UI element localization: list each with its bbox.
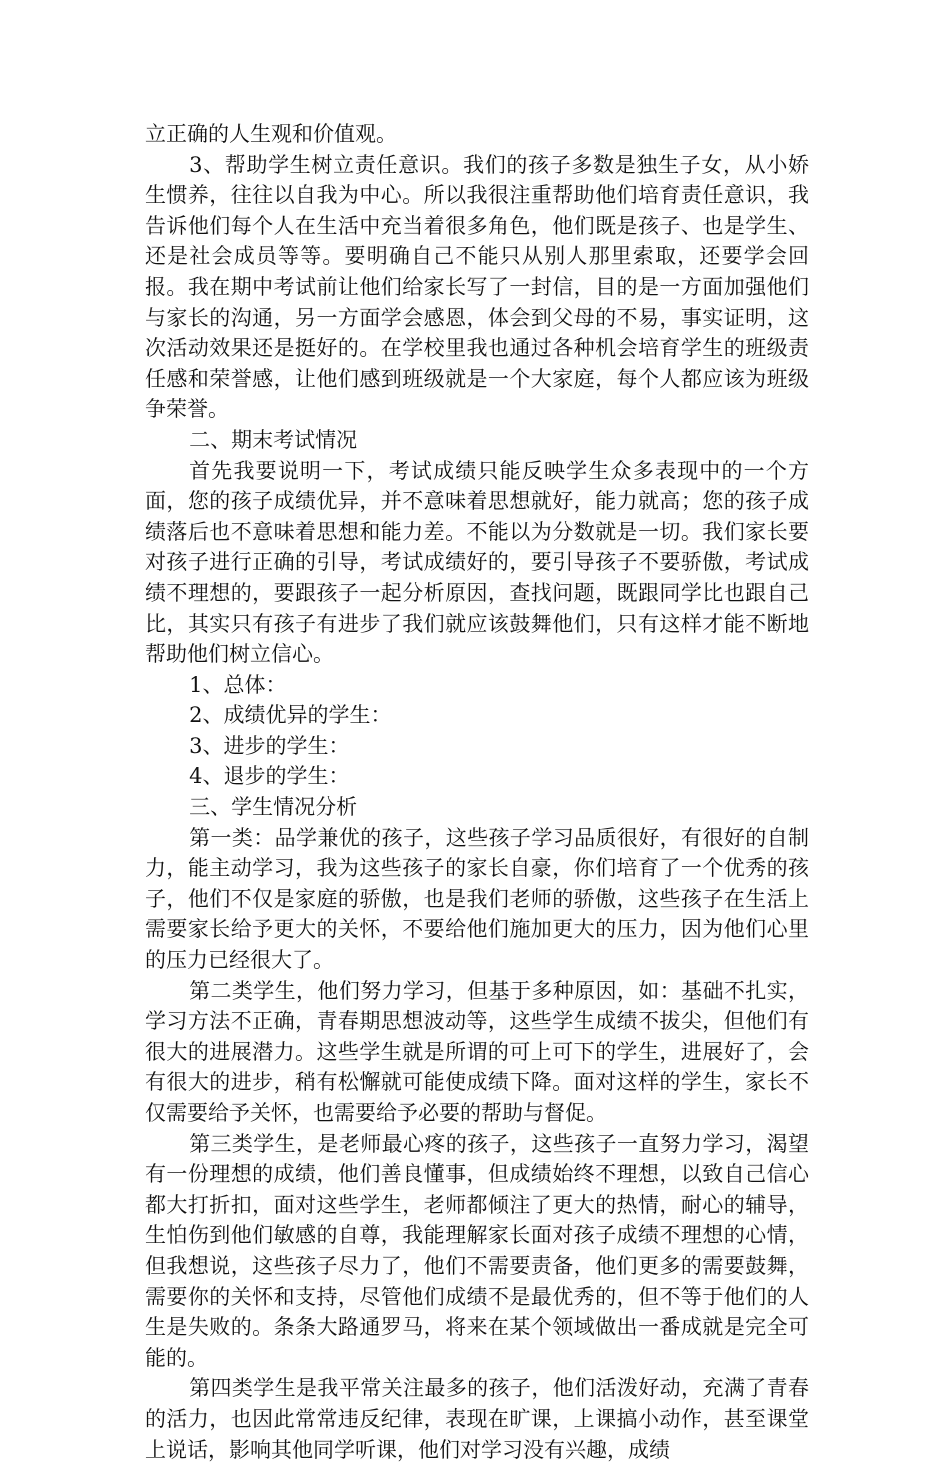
paragraph: 首先我要说明一下，考试成绩只能反映学生众多表现中的一个方面，您的孩子成绩优异，并不意味着思想就好，能力就高；您的孩子成绩落后也不意味着思想和能力差。不能以为分数就是一切。我们家长要对孩子进行正确的引导，考试成绩好的，要引导孩子不要骄傲，考试成绩不理想的，要跟孩子一起分析原因，查找问题，既跟同学比也跟自己比，其实只有孩子有进步了我们就应该鼓舞他们，只有这样才能不断地帮助他们树立信心。 <box>145 458 809 667</box>
list-item: 4、退步的学生： <box>189 764 350 789</box>
list-item: 1、总体： <box>189 672 287 697</box>
section-heading: 三、学生情况分析 <box>189 795 358 820</box>
paragraph: 第一类：品学兼优的孩子，这些孩子学习品质很好，有很好的自制力，能主动学习，我为这些孩子的家长自豪，你们培育了一个优秀的孩子，他们不仅是家庭的骄傲，也是我们老师的骄傲，这些孩子在生活上需要家长给予更大的关怀，不要给他们施加更大的压力，因为他们心里的压力已经很大了。 <box>145 825 809 973</box>
paragraph: 第二类学生，他们努力学习，但基于多种原因，如：基础不扎实，学习方法不正确，青春期思想波动等，这些学生成绩不拔尖，但他们有很大的进展潜力。这些学生就是所谓的可上可下的学生，进展好了，会有很大的进步，稍有松懈就可能使成绩下降。面对这样的学生，家长不仅需要给予关怀，也需要给予必要的帮助与督促。 <box>145 978 809 1125</box>
document-body <box>145 119 809 1465</box>
paragraph: 第四类学生是我平常关注最多的孩子，他们活泼好动，充满了青春的活力，也因此常常违反纪律，表现在旷课，上课搞小动作，甚至课堂上说话，影响其他同学听课，他们对学习没有兴趣，成绩 <box>145 1376 809 1462</box>
list-item: 2、成绩优异的学生： <box>189 703 392 728</box>
paragraph: 第三类学生，是老师最心疼的孩子，这些孩子一直努力学习，渴望有一份理想的成绩，他们善良懂事，但成绩始终不理想，以致自己信心都大打折扣，面对这些学生，老师都倾注了更大的热情，耐心的辅导，生怕伤到他们敏感的自尊，我能理解家长面对孩子成绩不理想的心情，但我想说，这些孩子尽力了，他们不需要责备，他们更多的需要鼓舞，需要你的关怀和支持，尽管他们成绩不是最优秀的，但不等于他们的人生是失败的。条条大路通罗马，将来在某个领域做出一番成就是完全可能的。 <box>145 1131 809 1370</box>
paragraph: 3、帮助学生树立责任意识。我们的孩子多数是独生子女，从小娇生惯养，往往以自我为中心。所以我很注重帮助他们培育责任意识，我告诉他们每个人在生活中充当着很多角色，他们既是孩子、也是学生、还是社会成员等等。要明确自己不能只从别人那里索取，还要学会回报。我在期中考试前让他们给家长写了一封信，目的是一方面加强他们与家长的沟通，另一方面学会感恩，体会到父母的不易，事实证明，这次活动效果还是挺好的。在学校里我也通过各种机会培育学生的班级责任感和荣誉感，让他们感到班级就是一个大家庭，每个人都应该为班级争荣誉。 <box>145 152 809 422</box>
list-item: 3、进步的学生： <box>189 733 350 758</box>
section-heading: 二、期末考试情况 <box>189 427 358 452</box>
paragraph: 立正确的人生观和价值观。 <box>145 122 397 146</box>
